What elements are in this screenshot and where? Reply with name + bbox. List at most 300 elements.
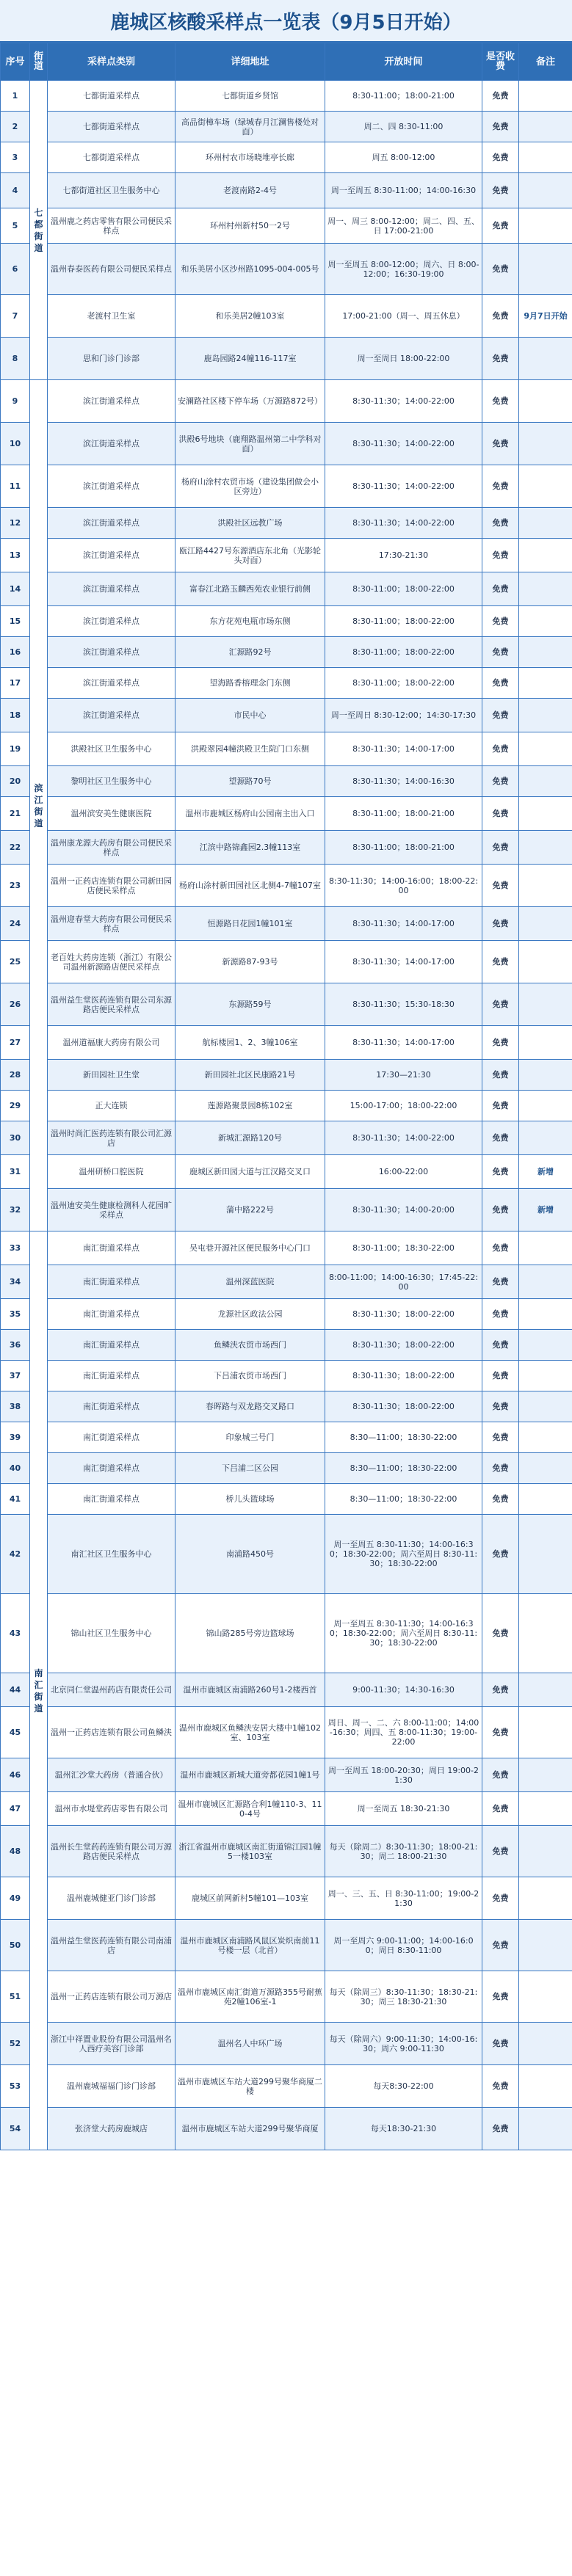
row-number: 30 [1,1121,30,1155]
fee-status: 免费 [482,295,519,338]
opening-hours: 15:00-17:00；18:00-22:00 [325,1091,482,1121]
site-address: 高品街樟车场（绿城春月江澜售楼处对面） [175,112,325,142]
table-row [1,1155,572,1189]
fee-status: 免费 [482,1758,519,1792]
row-number: 23 [1,865,30,907]
site-category: 七都街道采样点 [48,112,175,142]
fee-status: 免费 [482,338,519,380]
remark [519,1920,572,1971]
site-address: 环州村州新村50一2号 [175,208,325,244]
site-address: 鹿城区新田园大道与江汉路交叉口 [175,1155,325,1189]
remark [519,766,572,797]
opening-hours: 8:30-11:30；15:30-18:30 [325,983,482,1026]
remark [519,380,572,423]
table-row [1,1265,572,1299]
table-row [1,1920,572,1971]
table-row [1,295,572,338]
site-address: 新城汇源路120号 [175,1121,325,1155]
header-fee: 是否收费 [482,43,519,81]
fee-status: 免费 [482,81,519,112]
row-number: 18 [1,699,30,732]
remark [519,1484,572,1515]
site-address: 龙源社区政法公园 [175,1299,325,1330]
row-number: 43 [1,1594,30,1673]
remark [519,2065,572,2108]
remark: 9月7日开始 [519,295,572,338]
fee-status: 免费 [482,465,519,508]
fee-status: 免费 [482,142,519,173]
fee-status: 免费 [482,766,519,797]
site-category: 温州滨安美生健康医院 [48,797,175,831]
remark [519,1422,572,1453]
opening-hours: 8:30-11:30；14:00-17:00 [325,907,482,941]
site-address: 桥儿头篮球场 [175,1484,325,1515]
opening-hours: 8:30-11:30；14:00-17:00 [325,732,482,766]
table-row [1,606,572,637]
site-address: 下吕浦农贸市场西门 [175,1361,325,1391]
site-category: 温州汇沙堂大药房（普通合伙） [48,1758,175,1792]
remark [519,606,572,637]
site-address: 莲源路聚景园8栋102室 [175,1091,325,1121]
site-category: 温州鹿之药店零售有限公司便民采样点 [48,208,175,244]
site-category: 温州鹿城健亚门诊门诊部 [48,1877,175,1920]
table-row [1,1391,572,1422]
site-address: 环州村农市场晓堆亭长廊 [175,142,325,173]
opening-hours: 8:30-11:30；14:00-16:00；18:00-22:00 [325,865,482,907]
row-number: 17 [1,668,30,699]
site-category: 南汇街道采样点 [48,1299,175,1330]
site-category: 滨江街道采样点 [48,637,175,668]
row-number: 31 [1,1155,30,1189]
row-number: 24 [1,907,30,941]
row-number: 25 [1,941,30,983]
street-name: 滨江街道 [30,380,48,1231]
table-row [1,1971,572,2023]
opening-hours: 周二、四 8:30-11:00 [325,112,482,142]
site-address: 和乐美居2幢103室 [175,295,325,338]
table-row [1,465,572,508]
site-address: 下吕浦二区公园 [175,1453,325,1484]
fee-status: 免费 [482,2108,519,2150]
site-category: 滨江街道采样点 [48,508,175,539]
site-address: 富春江北路玉麟西苑农业银行前侧 [175,572,325,606]
opening-hours: 8:30-11:30；14:00-22:00 [325,508,482,539]
fee-status: 免费 [482,1877,519,1920]
table-row [1,1484,572,1515]
row-number: 45 [1,1707,30,1758]
fee-status: 免费 [482,941,519,983]
row-number: 28 [1,1060,30,1091]
fee-status: 免费 [482,1826,519,1877]
row-number: 22 [1,831,30,865]
fee-status: 免费 [482,1231,519,1265]
table-row [1,1422,572,1453]
row-number: 54 [1,2108,30,2150]
row-number: 4 [1,173,30,208]
row-number: 36 [1,1330,30,1361]
row-number: 46 [1,1758,30,1792]
table-row [1,244,572,295]
site-category: 温州一正药店连锁有限公司鱼鳞浃 [48,1707,175,1758]
row-number: 19 [1,732,30,766]
site-address: 洪殿社区远教广场 [175,508,325,539]
fee-status: 免费 [482,423,519,465]
table-row [1,2065,572,2108]
table-row [1,1091,572,1121]
site-address: 温州市鹿城区南浦路风鼠区炭炽南前11号楼一层（北首） [175,1920,325,1971]
row-number: 52 [1,2023,30,2065]
fee-status: 免费 [482,380,519,423]
opening-hours: 8:00-11:00；14:00-16:30；17:45-22:00 [325,1265,482,1299]
table-row [1,983,572,1026]
row-number: 33 [1,1231,30,1265]
table-row [1,423,572,465]
opening-hours: 8:30-11:00；18:00-22:00 [325,606,482,637]
row-number: 1 [1,81,30,112]
opening-hours: 8:30-11:00；18:00-21:00 [325,797,482,831]
row-number: 11 [1,465,30,508]
row-number: 34 [1,1265,30,1299]
fee-status: 免费 [482,1060,519,1091]
fee-status: 免费 [482,1484,519,1515]
site-category: 南汇街道采样点 [48,1453,175,1484]
fee-status: 免费 [482,1792,519,1826]
site-address: 市民中心 [175,699,325,732]
opening-hours: 8:30-11:30；14:00-22:00 [325,423,482,465]
opening-hours: 8:30-11:30；14:00-17:00 [325,1026,482,1060]
fee-status: 免费 [482,1299,519,1330]
site-address: 温州市鹿城区新城大道旁都花园1幢1号 [175,1758,325,1792]
table-row [1,732,572,766]
remark [519,1792,572,1826]
site-address: 杨府山涂村农贸市场（建设集团做会小区旁边） [175,465,325,508]
fee-status: 免费 [482,606,519,637]
site-address: 望源路70号 [175,766,325,797]
opening-hours: 8:30—11:00；18:30-22:00 [325,1453,482,1484]
fee-status: 免费 [482,1920,519,1971]
opening-hours: 8:30-11:30；14:00-16:30 [325,766,482,797]
remark [519,142,572,173]
table-row [1,1673,572,1707]
fee-status: 免费 [482,1026,519,1060]
opening-hours: 周一、三、五、日 8:30-11:00；19:00-21:30 [325,1877,482,1920]
site-category: 滨江街道采样点 [48,380,175,423]
site-category: 温州长生堂药药连锁有限公司万源路店便民采样点 [48,1826,175,1877]
remark [519,699,572,732]
site-category: 黎明社区卫生服务中心 [48,766,175,797]
remark [519,81,572,112]
site-category: 温州迪安美生健康检测科人花园旷采样点 [48,1189,175,1231]
remark [519,539,572,572]
row-number: 9 [1,380,30,423]
remark: 新增 [519,1155,572,1189]
table-row [1,831,572,865]
site-category: 南汇街道采样点 [48,1484,175,1515]
header-note: 备注 [519,43,572,81]
opening-hours: 每天18:30-21:30 [325,2108,482,2150]
table-row [1,539,572,572]
remark [519,797,572,831]
row-number: 12 [1,508,30,539]
remark [519,1594,572,1673]
site-address: 老渡南路2-4号 [175,173,325,208]
opening-hours: 8:30-11:30；14:00-22:00 [325,1121,482,1155]
site-address: 温州市鹿城区南浦路260号1-2楼西首 [175,1673,325,1707]
site-address: 鹿岛园路24幢116-117室 [175,338,325,380]
site-address: 鹿城区前网新村5幢101—103室 [175,1877,325,1920]
table-row [1,1758,572,1792]
fee-status: 免费 [482,2023,519,2065]
site-category: 温州迎春堂大药房有限公司便民采样点 [48,907,175,941]
site-category: 南汇街道采样点 [48,1330,175,1361]
fee-status: 免费 [482,699,519,732]
table-row [1,338,572,380]
table-row [1,907,572,941]
site-category: 七都街道社区卫生服务中心 [48,173,175,208]
opening-hours: 8:30-11:00；18:00-22:00 [325,572,482,606]
fee-status: 免费 [482,1330,519,1361]
site-category: 锦山社区卫生服务中心 [48,1594,175,1673]
table-row [1,142,572,173]
remark [519,1707,572,1758]
remark [519,1231,572,1265]
site-address: 温州市鹿城区汇源路合利1幢110-3、110-4号 [175,1792,325,1826]
remark [519,1758,572,1792]
fee-status: 免费 [482,539,519,572]
table-row [1,112,572,142]
remark [519,2108,572,2150]
site-category: 温州一正药店连锁有限公司新田园店便民采样点 [48,865,175,907]
remark [519,338,572,380]
remark [519,1877,572,1920]
site-category: 温州道福康大药房有限公司 [48,1026,175,1060]
site-address: 七都街道乡贤馆 [175,81,325,112]
site-category: 老渡村卫生室 [48,295,175,338]
site-category: 七都街道采样点 [48,81,175,112]
fee-status: 免费 [482,1121,519,1155]
opening-hours: 周一至周五 8:30-11:30；14:00-16:30；18:30-22:00；周六至周日 8:30-11:30；18:30-22:00 [325,1515,482,1594]
fee-status: 免费 [482,1155,519,1189]
fee-status: 免费 [482,112,519,142]
opening-hours: 17:30-21:30 [325,539,482,572]
row-number: 44 [1,1673,30,1707]
table-row [1,1877,572,1920]
opening-hours: 8:30-11:30；14:00-22:00 [325,380,482,423]
site-address: 鱼鳞浃农贸市场西门 [175,1330,325,1361]
remark [519,208,572,244]
site-address: 瓯江路4427号东源酒店东北角（光影轮头对面） [175,539,325,572]
opening-hours: 周一至周五 18:30-21:30 [325,1792,482,1826]
site-address: 恒源路日花园1幢101室 [175,907,325,941]
fee-status: 免费 [482,1707,519,1758]
site-category: 温州研桥口腔医院 [48,1155,175,1189]
site-category: 南汇街道采样点 [48,1265,175,1299]
fee-status: 免费 [482,1361,519,1391]
table-row [1,1707,572,1758]
fee-status: 免费 [482,1265,519,1299]
site-address: 温州市鹿城区车站大道299号聚华商厦二楼 [175,2065,325,2108]
remark [519,508,572,539]
site-category: 温州春泰医药有限公司便民采样点 [48,244,175,295]
row-number: 42 [1,1515,30,1594]
fee-status: 免费 [482,1673,519,1707]
opening-hours: 每天（除周六）9:00-11:30；14:00-16:30；周六 9:00-11:30 [325,2023,482,2065]
row-number: 37 [1,1361,30,1391]
site-category: 南汇社区卫生服务中心 [48,1515,175,1594]
site-category: 滨江街道采样点 [48,423,175,465]
site-address: 安澜路社区楼下停车场（万源路872号） [175,380,325,423]
table-row [1,1299,572,1330]
remark [519,2023,572,2065]
remark [519,1299,572,1330]
table-row [1,2108,572,2150]
row-number: 50 [1,1920,30,1971]
row-number: 32 [1,1189,30,1231]
fee-status: 免费 [482,572,519,606]
fee-status: 免费 [482,983,519,1026]
fee-status: 免费 [482,1453,519,1484]
opening-hours: 周一至周五 18:00-20:30；周日 19:00-21:30 [325,1758,482,1792]
remark [519,1121,572,1155]
site-category: 温州康龙源大药房有限公司便民采样点 [48,831,175,865]
site-category: 南汇街道采样点 [48,1361,175,1391]
row-number: 5 [1,208,30,244]
fee-status: 免费 [482,1391,519,1422]
opening-hours: 周一至周五 8:30-11:00；14:00-16:30 [325,173,482,208]
site-address: 温州市鹿城区南汇街道万源路355号耐蕉苑2幢106室-1 [175,1971,325,2023]
fee-status: 免费 [482,173,519,208]
table-row [1,668,572,699]
header-hours: 开放时间 [325,43,482,81]
street-name: 七都街道 [30,81,48,380]
remark [519,1673,572,1707]
remark [519,983,572,1026]
fee-status: 免费 [482,1189,519,1231]
opening-hours: 周一至周日 18:00-22:00 [325,338,482,380]
site-address: 江滨中路锦鑫园2.3幢113室 [175,831,325,865]
fee-status: 免费 [482,508,519,539]
remark [519,1826,572,1877]
page-title: 鹿城区核酸采样点一览表（9月5日开始） [0,0,572,43]
opening-hours: 8:30—11:00；18:30-22:00 [325,1422,482,1453]
remark [519,244,572,295]
fee-status: 免费 [482,1594,519,1673]
opening-hours: 周日、周一、二、六 8:00-11:00；14:00-16:30；周四、五 8:00-11:30；19:00-22:00 [325,1707,482,1758]
opening-hours: 17:00-21:00（周一、周五休息） [325,295,482,338]
opening-hours: 9:00-11:30；14:30-16:30 [325,1673,482,1707]
site-category: 温州益生堂医药连锁有限公司东源路店便民采样点 [48,983,175,1026]
site-category: 南汇街道采样点 [48,1391,175,1422]
sampling-sites-table [0,43,572,2150]
opening-hours: 周五 8:00-12:00 [325,142,482,173]
site-address: 蒲中路222号 [175,1189,325,1231]
fee-status: 免费 [482,865,519,907]
site-category: 七都街道采样点 [48,142,175,173]
fee-status: 免费 [482,2065,519,2108]
site-category: 滨江街道采样点 [48,699,175,732]
fee-status: 免费 [482,637,519,668]
row-number: 6 [1,244,30,295]
remark [519,423,572,465]
opening-hours: 16:00-22:00 [325,1155,482,1189]
remark [519,1453,572,1484]
opening-hours: 周一至周五 8:00-12:00；周六、日 8:00-12:00；16:30-19:00 [325,244,482,295]
row-number: 39 [1,1422,30,1453]
opening-hours: 每天8:30-22:00 [325,2065,482,2108]
remark [519,1265,572,1299]
table-row [1,1231,572,1265]
site-address: 温州名人中环广场 [175,2023,325,2065]
header-no: 序号 [1,43,30,81]
remark [519,1330,572,1361]
opening-hours: 8:30-11:00；18:00-22:00 [325,637,482,668]
site-address: 新田园社北区民康路21号 [175,1060,325,1091]
table-row [1,1330,572,1361]
table-row [1,865,572,907]
remark [519,1361,572,1391]
remark [519,572,572,606]
remark [519,865,572,907]
remark [519,668,572,699]
fee-status: 免费 [482,732,519,766]
table-row [1,208,572,244]
table-header [1,43,572,81]
fee-status: 免费 [482,208,519,244]
opening-hours: 8:30-11:30；14:00-17:00 [325,941,482,983]
row-number: 26 [1,983,30,1026]
table-row [1,797,572,831]
remark [519,637,572,668]
row-number: 7 [1,295,30,338]
row-number: 2 [1,112,30,142]
remark [519,112,572,142]
opening-hours: 周一至周六 9:00-11:00；14:00-16:00；周日 8:30-11:00 [325,1920,482,1971]
table-row [1,766,572,797]
opening-hours: 8:30-11:30；18:00-22:00 [325,1391,482,1422]
opening-hours: 8:30-11:30；18:00-22:00 [325,1330,482,1361]
site-category: 滨江街道采样点 [48,572,175,606]
table-row [1,1515,572,1594]
remark [519,1971,572,2023]
site-address: 印象城三号门 [175,1422,325,1453]
table-row [1,1189,572,1231]
row-number: 13 [1,539,30,572]
opening-hours: 8:30-11:30；18:00-22:00 [325,1299,482,1330]
table-row [1,941,572,983]
site-address: 锦山路285号旁边篮球场 [175,1594,325,1673]
site-address: 望海路香榕理念门东侧 [175,668,325,699]
table-row [1,1792,572,1826]
table-row [1,637,572,668]
row-number: 40 [1,1453,30,1484]
opening-hours: 8:30-11:30；14:00-22:00 [325,465,482,508]
header-category: 采样点类别 [48,43,175,81]
table-row [1,699,572,732]
row-number: 15 [1,606,30,637]
fee-status: 免费 [482,907,519,941]
site-category: 滨江街道采样点 [48,539,175,572]
fee-status: 免费 [482,831,519,865]
opening-hours: 8:30-11:00；18:00-21:00 [325,831,482,865]
remark [519,173,572,208]
site-address: 浙江省温州市鹿城区南汇街道锦江园1幢5一楼103室 [175,1826,325,1877]
site-category: 滨江街道采样点 [48,606,175,637]
opening-hours: 8:30-11:30；14:00-20:00 [325,1189,482,1231]
opening-hours: 每天（除周二）8:30-11:30；18:00-21:30；周二 18:00-21:30 [325,1826,482,1877]
opening-hours: 8:30—11:00；18:30-22:00 [325,1484,482,1515]
table-row [1,1121,572,1155]
remark [519,941,572,983]
